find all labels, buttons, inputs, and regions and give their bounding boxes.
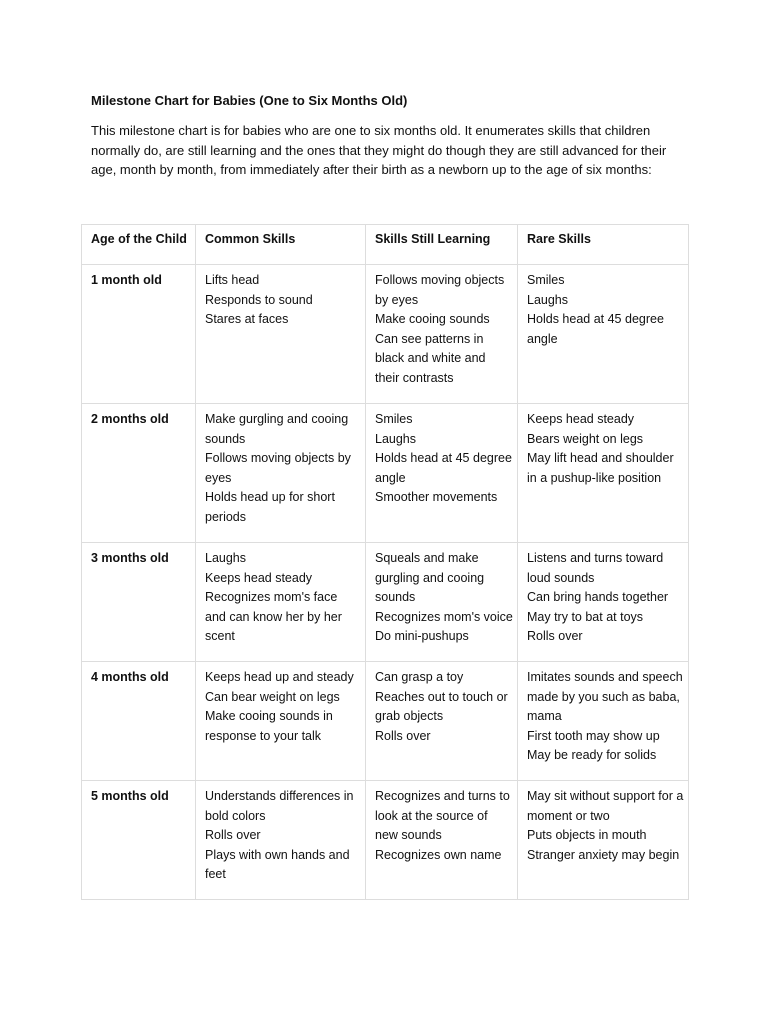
learning-skill-item: Recognizes own name: [375, 847, 502, 862]
common-skill-item: Stares at faces: [205, 312, 289, 326]
common-skill-item: Keeps head steady: [205, 570, 313, 585]
rare-skills-cell: [518, 265, 689, 404]
common-skills-cell: [196, 404, 366, 543]
table-row: [82, 662, 689, 781]
rare-skill-item: Listens and turns toward loud sounds: [527, 551, 664, 585]
learning-skill-item: Can see patterns in black and white and their contrasts: [375, 331, 486, 385]
common-skill-item: Follows moving objects by eyes: [205, 451, 351, 485]
learning-skill-item: Can grasp a toy: [375, 670, 464, 684]
header-common-skills: [196, 225, 366, 265]
header-skills-still-learning-label: Skills Still Learning: [375, 232, 491, 246]
common-skill-item: Make gurgling and cooing sounds: [205, 412, 349, 446]
age-label: 4 months old: [91, 670, 169, 684]
header-common-skills-label: Common Skills: [205, 232, 296, 246]
common-skills-cell: [196, 662, 366, 781]
rare-skill-item: Rolls over: [527, 629, 583, 643]
intro-paragraph: [91, 121, 681, 180]
common-skills-cell: [196, 265, 366, 404]
common-skill-item: Keeps head up and steady: [205, 670, 354, 684]
learning-skill-item: Holds head at 45 degree angle: [375, 451, 512, 485]
age-label: 2 months old: [91, 412, 169, 426]
learning-skill-item: Laughs: [375, 431, 417, 446]
rare-skill-item: May lift head and shoulder in a pushup-like position: [527, 451, 674, 485]
rare-skill-item: May try to bat at toys: [527, 609, 644, 624]
header-rare-skills: [518, 225, 689, 265]
learning-skill-item: Smiles: [375, 412, 413, 426]
learning-skills-cell: [366, 543, 518, 662]
learning-skill-item: Follows moving objects by eyes: [375, 273, 505, 307]
age-cell: [82, 404, 196, 543]
common-skills-cell: [196, 781, 366, 900]
table-row: [82, 543, 689, 662]
learning-skill-item: Reaches out to touch or grab objects: [375, 689, 508, 723]
rare-skills-cell: [518, 662, 689, 781]
intro-line: normally do, are still learning and the ones that they might do though they are still advanced for their: [91, 142, 667, 158]
header-skills-still-learning: [366, 225, 518, 265]
intro-line: age, month by month, from immediately after their birth as a newborn up to the age of six months:: [91, 162, 652, 177]
learning-skills-cell: [366, 781, 518, 900]
rare-skill-item: May be ready for solids: [527, 748, 657, 762]
document-title: Milestone Chart for Babies (One to Six Months Old): [91, 93, 408, 108]
learning-skill-item: Rolls over: [375, 728, 431, 743]
age-cell: [82, 265, 196, 404]
table-header-row: [82, 225, 689, 265]
rare-skill-item: Puts objects in mouth: [527, 828, 647, 842]
learning-skill-item: Squeals and make gurgling and cooing sounds: [375, 551, 485, 604]
common-skill-item: Laughs: [205, 551, 247, 565]
age-label: 3 months old: [91, 551, 169, 565]
rare-skill-item: Keeps head steady: [527, 412, 635, 426]
rare-skill-item: Smiles: [527, 273, 565, 287]
rare-skills-cell: [518, 404, 689, 543]
rare-skills-cell: [518, 781, 689, 900]
rare-skill-item: Laughs: [527, 292, 569, 307]
age-cell: [82, 781, 196, 900]
common-skill-item: Plays with own hands and feet: [205, 847, 350, 881]
common-skill-item: Lifts head: [205, 273, 260, 287]
learning-skills-cell: [366, 662, 518, 781]
learning-skill-item: Smoother movements: [375, 490, 498, 504]
header-age-label: Age of the Child: [91, 232, 187, 246]
rare-skill-item: Imitates sounds and speech made by you such as baba, mama: [527, 670, 683, 723]
common-skill-item: Rolls over: [205, 828, 261, 842]
rare-skill-item: Stranger anxiety may begin: [527, 847, 680, 862]
learning-skills-cell: [366, 265, 518, 404]
age-label: 1 month old: [91, 273, 162, 287]
table-body: [82, 265, 689, 900]
age-cell: [82, 662, 196, 781]
common-skill-item: Responds to sound: [205, 292, 313, 307]
common-skill-item: Can bear weight on legs: [205, 689, 340, 704]
table-row: [82, 781, 689, 900]
learning-skill-item: Recognizes and turns to look at the source of new sounds: [375, 789, 510, 842]
common-skill-item: Understands differences in bold colors: [205, 789, 354, 823]
rare-skill-item: Can bring hands together: [527, 590, 669, 604]
rare-skill-item: Bears weight on legs: [527, 431, 644, 446]
header-age: [82, 225, 196, 265]
table-row: [82, 404, 689, 543]
table-row: [82, 265, 689, 404]
common-skill-item: Make cooing sounds in response to your talk: [205, 709, 333, 743]
rare-skill-item: May sit without support for a moment or two: [527, 789, 684, 823]
learning-skill-item: Make cooing sounds: [375, 312, 490, 326]
intro-line: This milestone chart is for babies who are one to six months old. It enumerates skills that children: [91, 123, 651, 138]
rare-skills-cell: [518, 543, 689, 662]
header-rare-skills-label: Rare Skills: [527, 232, 591, 246]
age-label: 5 months old: [91, 789, 169, 803]
learning-skills-cell: [366, 404, 518, 543]
learning-skill-item: Do mini-pushups: [375, 629, 469, 643]
rare-skill-item: Holds head at 45 degree angle: [527, 312, 664, 346]
age-cell: [82, 543, 196, 662]
common-skills-cell: [196, 543, 366, 662]
rare-skill-item: First tooth may show up: [527, 728, 660, 743]
common-skill-item: Recognizes mom's face and can know her by her scent: [205, 590, 342, 643]
learning-skill-item: Recognizes mom's voice: [375, 609, 513, 624]
milestone-table: [81, 224, 689, 900]
common-skill-item: Holds head up for short periods: [205, 490, 335, 524]
